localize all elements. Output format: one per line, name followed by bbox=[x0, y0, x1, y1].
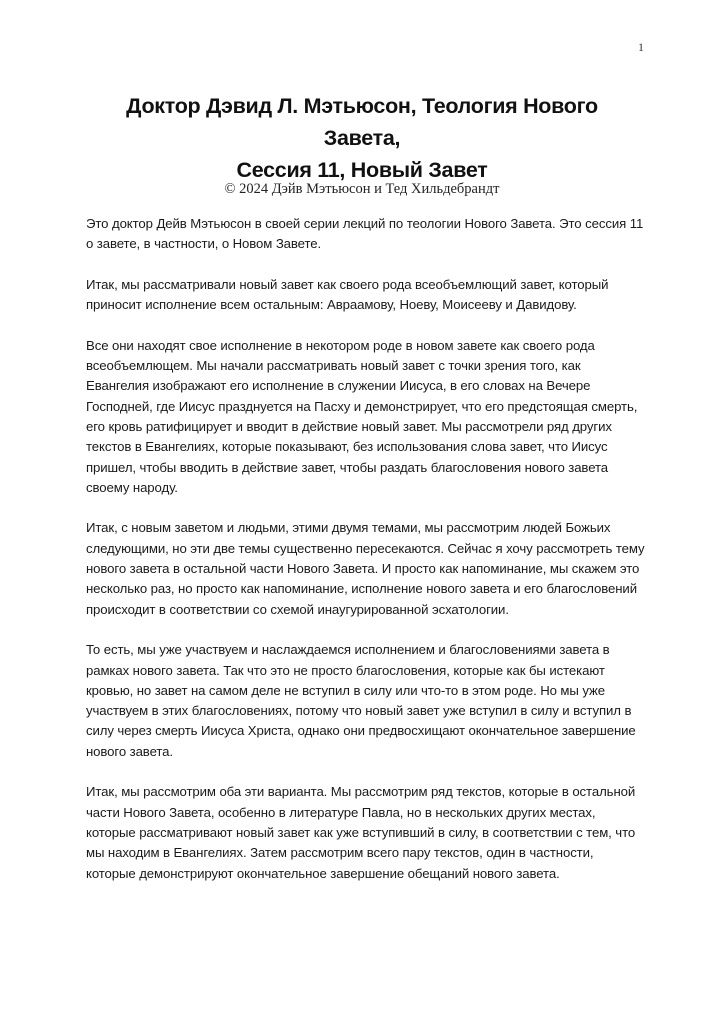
title-line-1: Доктор Дэвид Л. Мэтьюсон, Теология Нового bbox=[126, 94, 598, 118]
paragraph: Это доктор Дейв Мэтьюсон в своей серии лекций по теологии Нового Завета. Это сессия 11 о завете, в частности, о Новом Завете. bbox=[86, 216, 644, 252]
paragraph: Итак, мы рассматривали новый завет как своего рода всеобъемлющий завет, который приносит исполнение всем остальным: Авраамову, Ноеву, Моисееву и Давидову. bbox=[86, 276, 609, 313]
paragraph: Все они находят свое исполнение в некотором роде в новом завете как своего рода всеобъемлющем. Мы начали рассматривать новый завет с точки зрения того, как Евангелия изображают его исполнение в служении Иисуса, в его словах на Вечере Господней, где Иисус празднуется на Пасху и демонстрирует, что его предстоящая смерть, его кровь ратифицирует и вводит в действие новый завет. Мы рассмотрели ряд других текстов в Евангелиях, которые показывают, без использования слова завет, что Иисус пришел, чтобы вводить в действие завет, чтобы раздать благословения нового завета своему народу. bbox=[86, 337, 638, 495]
paragraph: То есть, мы уже участвуем и наслаждаемся исполнением и благословениями завета в рамках нового завета. Так что это не просто благословения, которые как бы истекают кровью, но завет на самом деле не вступил в силу или что-то в этом роде. Но мы уже участвуем в этих благословениях, потому что новый завет уже вступил в силу и вступил в силу через смерть Иисуса Христа, однако они предвосхищают окончательное завершение нового завета. bbox=[86, 642, 636, 759]
document-title bbox=[80, 90, 644, 186]
page-number: 1 bbox=[638, 40, 644, 54]
paragraph: Итак, мы рассмотрим оба эти варианта. Мы рассмотрим ряд текстов, которые в остальной части Нового Завета, особенно в литературе Павла, но в нескольких других местах, которые рассматривают новый завет как уже вступивший в силу, в соответствии с тем, что мы находим в Евангелиях. Затем рассмотрим всего пару текстов, один в частности, которые демонстрируют окончательное завершение обещаний нового завета. bbox=[86, 784, 636, 881]
title-line-3: Сессия 11, Новый Завет bbox=[236, 158, 488, 182]
document-body bbox=[86, 214, 646, 904]
paragraph: Итак, с новым заветом и людьми, этими двумя темами, мы рассмотрим людей Божьих следующими, но эти две темы существенно пересекаются. Сейчас я хочу рассмотреть тему нового завета в остальной части Нового Завета. И просто как напоминание, мы скажем это несколько раз, но просто как напоминание, исполнение нового завета и его благословений происходит в соответствии со схемой инаугурированной эсхатологии. bbox=[86, 520, 645, 617]
copyright-line: © 2024 Дэйв Мэтьюсон и Тед Хильдебрандт bbox=[224, 181, 500, 197]
title-line-2: Завета, bbox=[323, 126, 401, 150]
